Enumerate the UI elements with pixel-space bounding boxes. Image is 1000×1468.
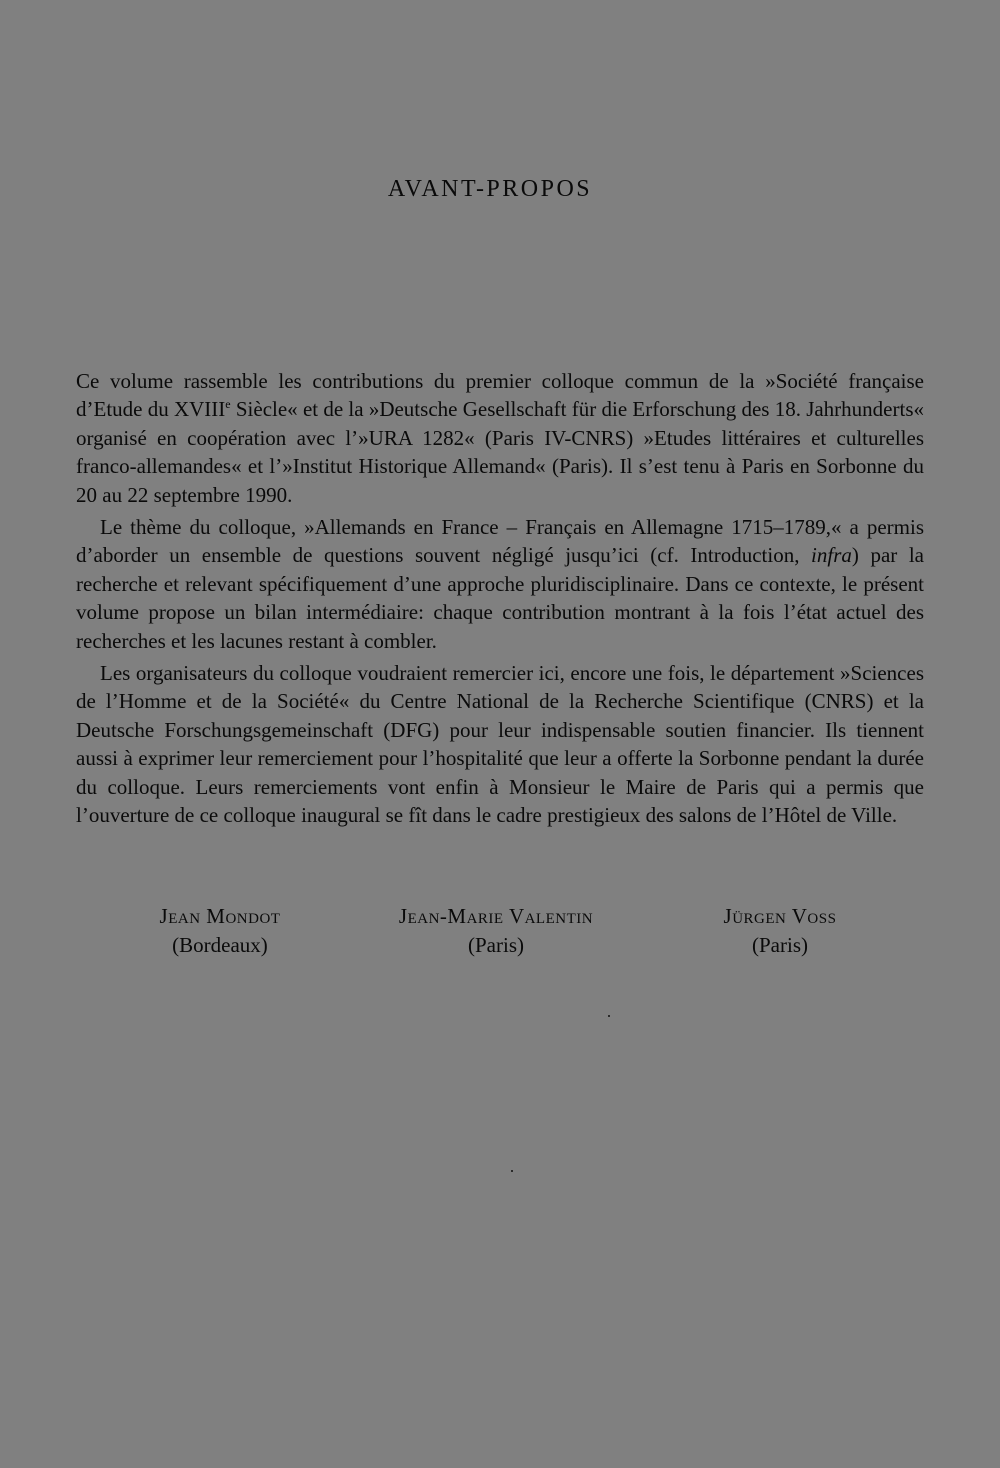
signature-3 <box>696 902 864 960</box>
signature-2 <box>376 902 616 960</box>
paragraph-2-italic: infra <box>811 543 852 568</box>
signature-name: Jürgen Voss <box>723 904 837 928</box>
signature-name: Jean-Marie Valentin <box>398 904 594 928</box>
paragraph-2-text-a: Le thème du colloque, »Allemands en France – Français en Allemagne 1715–1789,« a permis d’aborder un ensemble de questions souvent négligé jusqu’ici (cf. Introduction, <box>76 515 924 568</box>
paragraph-1 <box>76 367 924 509</box>
paragraph-1-text-a: Ce volume rassemble les contributions du premier colloque commun de la »Société française d’Etude du XVIII <box>76 369 924 422</box>
signature-place: (Bordeaux) <box>172 933 268 957</box>
signature-1 <box>140 902 300 960</box>
signatures <box>76 902 936 972</box>
signature-place: (Paris) <box>752 933 808 957</box>
paragraph-2-text-b: ) par la recherche et relevant spécifiquement d’une approche pluridisciplinaire. Dans ce contexte, le présent volume propose un bilan intermédiaire: chaque contribution montrant à la fois l’état actuel des recherches et les lacunes restant à combler. <box>76 543 924 653</box>
scan-speck <box>608 1015 610 1017</box>
body-text <box>76 367 924 830</box>
paragraph-3: Les organisateurs du colloque voudraient remercier ici, encore une fois, le département »Sciences de l’Homme et de la Société« du Centre National de la Recherche Scientifique (CNRS) et la Deutsche Forschungsgemeinschaft (DFG) pour leur indispensable soutien financier. Ils tiennent aussi à exprimer leur remerciement pour l’hospitalité que leur a offerte la Sorbonne pendant la durée du colloque. Leurs remerciements vont enfin à Monsieur le Maire de Paris qui a permis que l’ouverture de ce colloque inaugural se fît dans le cadre prestigieux des salons de l’Hôtel de Ville. <box>76 661 924 828</box>
superscript-e: e <box>225 397 231 412</box>
paragraph-1-text-b: Siècle« et de la »Deutsche Gesellschaft für die Erforschung des 18. Jahrhunderts« organisé en coopération avec l’»URA 1282« (Paris IV-CNRS) »Etudes littéraires et culturelles franco-allemandes« et l’»Institut Historique Allemand« (Paris). Il s’est tenu à Paris en Sorbonne du 20 au 22 septembre 1990. <box>76 397 924 507</box>
paragraph-2 <box>76 513 924 655</box>
page-title: AVANT-PROPOS <box>387 176 593 202</box>
signature-place: (Paris) <box>468 933 524 957</box>
scan-speck <box>511 1170 513 1172</box>
signature-name: Jean Mondot <box>159 904 281 928</box>
